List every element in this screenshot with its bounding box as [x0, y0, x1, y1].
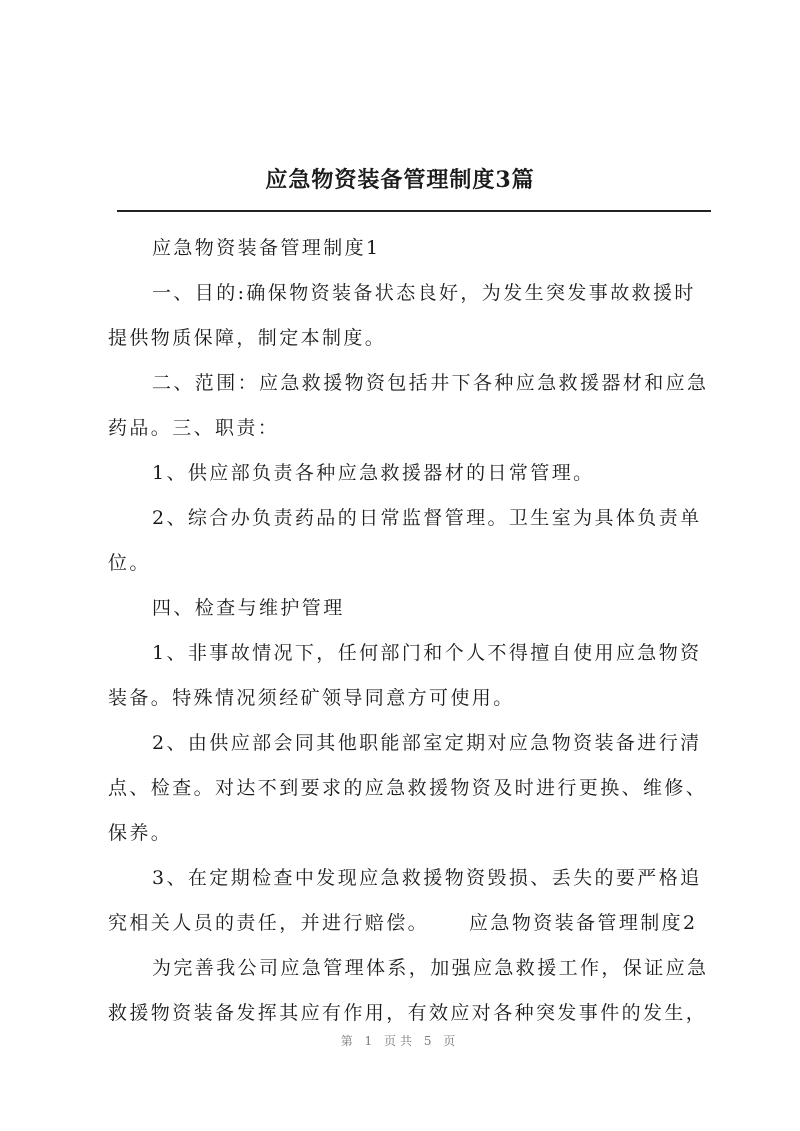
paragraph-line: 保养。: [108, 822, 173, 844]
paragraph-line: 二、范围：应急救援物资包括井下各种应急救援器材和应急: [152, 372, 709, 394]
paragraph-line: 一、目的:确保物资装备状态良好，为发生突发事故救援时: [152, 282, 696, 304]
paragraph-line: 点、检查。对达不到要求的应急救援物资及时进行更换、维修、: [108, 777, 708, 799]
section-heading: 应急物资装备管理制度1: [152, 237, 381, 259]
paragraph-line: 为完善我公司应急管理体系，加强应急救援工作，保证应急: [152, 957, 709, 979]
paragraph-line: 1、供应部负责各种应急救援器材的日常管理。: [152, 462, 595, 484]
paragraph-line: 2、由供应部会同其他职能部室定期对应急物资装备进行清: [152, 732, 702, 754]
paragraph-text: 究相关人员的责任，并进行赔偿。: [108, 912, 430, 934]
title-divider: [117, 210, 711, 212]
paragraph-line: 救援物资装备发挥其应有作用，有效应对各种突发事件的发生，: [108, 1002, 708, 1024]
paragraph-line: 2、综合办负责药品的日常监督管理。卫生室为具体负责单: [152, 507, 702, 529]
paragraph-line: 装备。特殊情况须经矿领导同意方可使用。: [108, 687, 515, 709]
paragraph-line: 3、在定期检查中发现应急救援物资毁损、丢失的要严格追: [152, 867, 702, 889]
page-footer: 第 1 页共 5 页: [340, 1034, 460, 1048]
document-body: [108, 226, 709, 1036]
paragraph-line-with-heading: [108, 901, 704, 946]
section-heading: 四、检查与维护管理: [152, 597, 345, 619]
section-heading: 应急物资装备管理制度2: [469, 912, 698, 934]
document-title: 应急物资装备管理制度3篇: [265, 167, 535, 193]
paragraph-line: 位。: [108, 552, 151, 574]
paragraph-line: 药品。三、职责：: [108, 417, 280, 439]
paragraph-line: 1、非事故情况下，任何部门和个人不得擅自使用应急物资: [152, 642, 702, 664]
paragraph-line: 提供物质保障，制定本制度。: [108, 327, 387, 349]
